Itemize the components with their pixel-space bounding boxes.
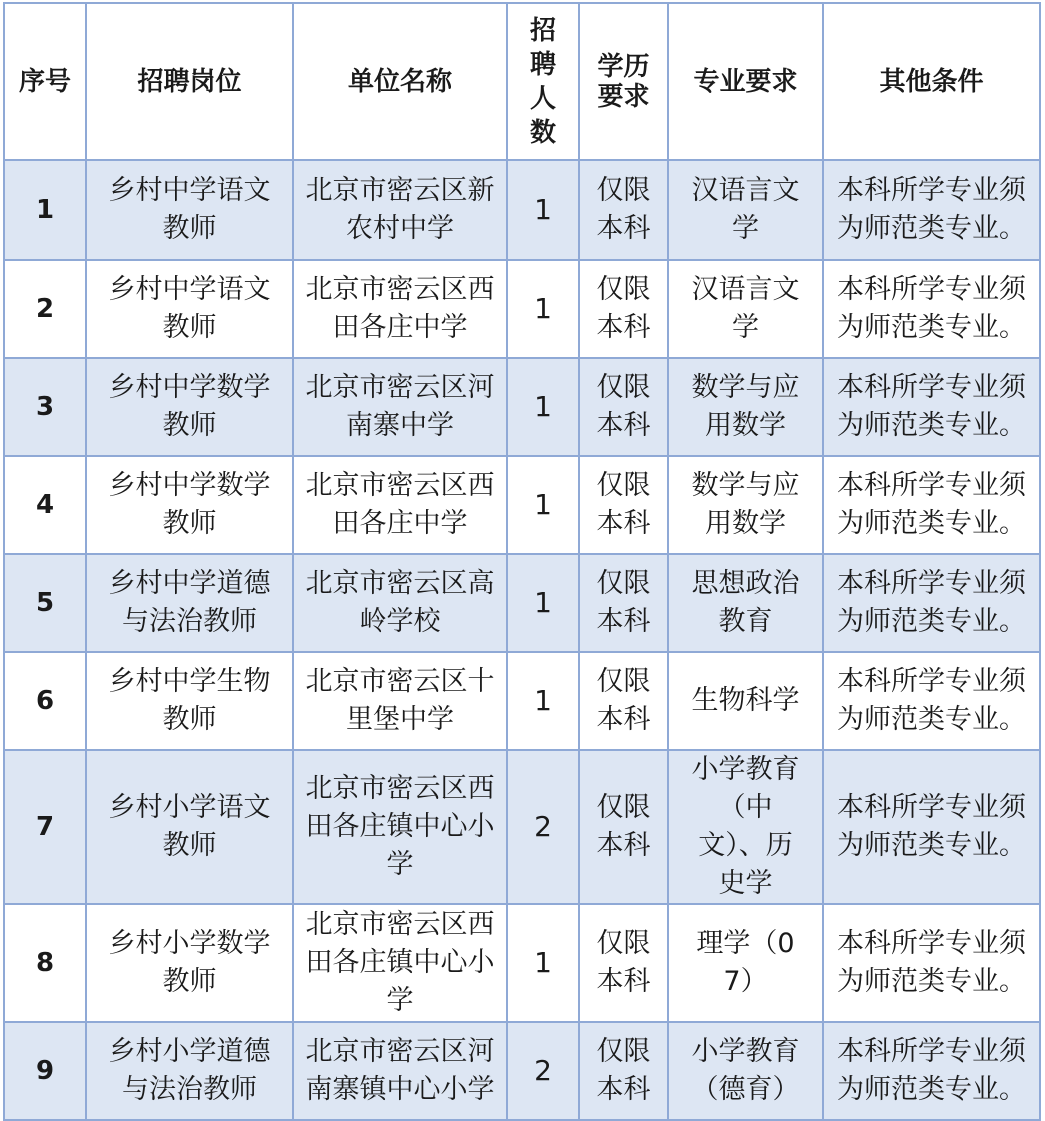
row-other-cell	[823, 652, 1040, 750]
row-position-cell	[86, 260, 293, 358]
table-row	[4, 456, 1040, 554]
row-unit-text: 北京市密云区河南寨镇中心小学	[305, 1036, 495, 1105]
row-count-cell	[507, 652, 579, 750]
row-unit-text: 北京市密云区西田各庄镇中心小学	[305, 773, 495, 880]
row-major-cell	[668, 160, 823, 260]
row-unit-text: 北京市密云区高岭学校	[305, 568, 495, 637]
row-index-cell	[4, 554, 86, 652]
recruitment-table	[3, 2, 1041, 1121]
row-position-text: 乡村中学语文教师	[108, 175, 271, 244]
row-index-text: 5	[35, 588, 55, 618]
row-major-text: 数学与应用数学	[691, 470, 800, 539]
row-unit-cell	[293, 750, 507, 904]
row-education-cell	[579, 358, 668, 456]
row-position-cell	[86, 554, 293, 652]
row-major-cell	[668, 260, 823, 358]
row-count-text: 1	[534, 946, 552, 979]
table-row	[4, 160, 1040, 260]
row-position-cell	[86, 750, 293, 904]
row-position-cell	[86, 1022, 293, 1120]
header-education: 学历要求	[579, 3, 668, 160]
row-other-cell	[823, 904, 1040, 1022]
table-row	[4, 904, 1040, 1022]
row-index-text: 6	[35, 686, 55, 716]
row-education-cell	[579, 1022, 668, 1120]
row-major-cell	[668, 750, 823, 904]
row-count-cell	[507, 554, 579, 652]
row-count-cell	[507, 358, 579, 456]
header-unit: 单位名称	[293, 3, 507, 160]
row-count-text: 1	[534, 390, 552, 423]
row-index-text: 4	[35, 490, 55, 520]
row-education-cell	[579, 652, 668, 750]
row-count-cell	[507, 160, 579, 260]
row-count-cell	[507, 260, 579, 358]
row-major-text: 汉语言文学	[691, 175, 800, 244]
row-position-text: 乡村中学数学教师	[108, 372, 271, 441]
table-row	[4, 750, 1040, 904]
row-count-text: 1	[534, 586, 552, 619]
header-other: 其他条件	[823, 3, 1040, 160]
header-index: 序号	[4, 3, 86, 160]
row-index-text: 3	[35, 392, 55, 422]
row-position-text: 乡村中学道德与法治教师	[108, 568, 271, 637]
row-index-text: 7	[35, 812, 55, 842]
header-position: 招聘岗位	[86, 3, 293, 160]
row-unit-cell	[293, 554, 507, 652]
row-major-cell	[668, 554, 823, 652]
row-education-cell	[579, 750, 668, 904]
row-index-text: 2	[35, 294, 55, 324]
row-index-text: 1	[35, 195, 55, 225]
row-education-cell	[579, 160, 668, 260]
row-other-text: 本科所学专业须为师范类专业。	[837, 666, 1026, 735]
row-position-text: 乡村小学数学教师	[108, 928, 271, 997]
row-count-text: 1	[534, 684, 552, 717]
row-position-cell	[86, 358, 293, 456]
row-major-text: 小学教育（中文）、历史学	[691, 754, 800, 899]
row-unit-cell	[293, 160, 507, 260]
table-header-row	[4, 3, 1040, 160]
table-row	[4, 554, 1040, 652]
row-unit-text: 北京市密云区新农村中学	[305, 175, 495, 244]
row-index-cell	[4, 750, 86, 904]
row-other-text: 本科所学专业须为师范类专业。	[837, 1036, 1026, 1105]
row-position-text: 乡村小学语文教师	[108, 792, 271, 861]
row-other-cell	[823, 160, 1040, 260]
row-major-cell	[668, 904, 823, 1022]
row-other-text: 本科所学专业须为师范类专业。	[837, 792, 1026, 861]
row-index-cell	[4, 456, 86, 554]
row-position-cell	[86, 652, 293, 750]
row-other-cell	[823, 358, 1040, 456]
row-major-cell	[668, 358, 823, 456]
row-unit-text: 北京市密云区十里堡中学	[305, 666, 495, 735]
row-count-cell	[507, 456, 579, 554]
row-major-text: 思想政治教育	[691, 568, 800, 637]
row-unit-text: 北京市密云区西田各庄镇中心小学	[305, 909, 495, 1016]
row-unit-cell	[293, 358, 507, 456]
table-row	[4, 260, 1040, 358]
table-row	[4, 652, 1040, 750]
row-unit-cell	[293, 904, 507, 1022]
row-index-cell	[4, 1022, 86, 1120]
row-other-cell	[823, 554, 1040, 652]
row-other-text: 本科所学专业须为师范类专业。	[837, 274, 1026, 343]
row-index-text: 8	[35, 948, 55, 978]
row-unit-text: 北京市密云区河南寨中学	[305, 372, 495, 441]
row-education-text: 仅限本科	[596, 666, 651, 735]
row-count-cell	[507, 1022, 579, 1120]
row-count-text: 1	[534, 488, 552, 521]
row-position-cell	[86, 904, 293, 1022]
row-count-cell	[507, 750, 579, 904]
row-index-cell	[4, 260, 86, 358]
row-position-text: 乡村中学语文教师	[108, 274, 271, 343]
row-index-text: 9	[35, 1056, 55, 1086]
row-major-cell	[668, 1022, 823, 1120]
row-unit-cell	[293, 260, 507, 358]
row-education-text: 仅限本科	[596, 470, 651, 539]
row-education-text: 仅限本科	[596, 1036, 651, 1105]
row-other-cell	[823, 750, 1040, 904]
row-major-text: 生物科学	[691, 685, 800, 716]
row-education-text: 仅限本科	[596, 928, 651, 997]
row-education-text: 仅限本科	[596, 568, 651, 637]
row-major-cell	[668, 652, 823, 750]
row-index-cell	[4, 160, 86, 260]
row-count-cell	[507, 904, 579, 1022]
row-major-text: 小学教育（德育）	[691, 1036, 800, 1105]
header-count: 招聘人数	[507, 3, 579, 160]
row-index-cell	[4, 358, 86, 456]
row-major-text: 数学与应用数学	[691, 372, 800, 441]
row-index-cell	[4, 652, 86, 750]
row-education-cell	[579, 260, 668, 358]
row-position-cell	[86, 456, 293, 554]
row-unit-cell	[293, 456, 507, 554]
row-position-text: 乡村中学生物教师	[108, 666, 271, 735]
row-unit-text: 北京市密云区西田各庄中学	[305, 470, 495, 539]
row-major-cell	[668, 456, 823, 554]
row-count-text: 1	[534, 292, 552, 325]
row-education-cell	[579, 554, 668, 652]
row-education-cell	[579, 904, 668, 1022]
row-unit-text: 北京市密云区西田各庄中学	[305, 274, 495, 343]
row-other-cell	[823, 1022, 1040, 1120]
row-major-text: 汉语言文学	[691, 274, 800, 343]
row-other-cell	[823, 456, 1040, 554]
row-other-text: 本科所学专业须为师范类专业。	[837, 372, 1026, 441]
row-unit-cell	[293, 1022, 507, 1120]
row-other-text: 本科所学专业须为师范类专业。	[837, 568, 1026, 637]
row-index-cell	[4, 904, 86, 1022]
row-other-text: 本科所学专业须为师范类专业。	[837, 928, 1026, 997]
row-count-text: 1	[534, 193, 552, 226]
table-row	[4, 358, 1040, 456]
row-unit-cell	[293, 652, 507, 750]
table-row	[4, 1022, 1040, 1120]
row-other-text: 本科所学专业须为师范类专业。	[837, 175, 1026, 244]
row-education-cell	[579, 456, 668, 554]
row-education-text: 仅限本科	[596, 372, 651, 441]
row-education-text: 仅限本科	[596, 792, 651, 861]
row-major-text: 理学（07）	[696, 928, 795, 997]
row-other-text: 本科所学专业须为师范类专业。	[837, 470, 1026, 539]
row-count-text: 2	[534, 810, 552, 843]
row-position-cell	[86, 160, 293, 260]
row-other-cell	[823, 260, 1040, 358]
header-major: 专业要求	[668, 3, 823, 160]
row-position-text: 乡村小学道德与法治教师	[108, 1036, 271, 1105]
row-count-text: 2	[534, 1054, 552, 1087]
row-education-text: 仅限本科	[596, 175, 651, 244]
row-education-text: 仅限本科	[596, 274, 651, 343]
row-position-text: 乡村中学数学教师	[108, 470, 271, 539]
